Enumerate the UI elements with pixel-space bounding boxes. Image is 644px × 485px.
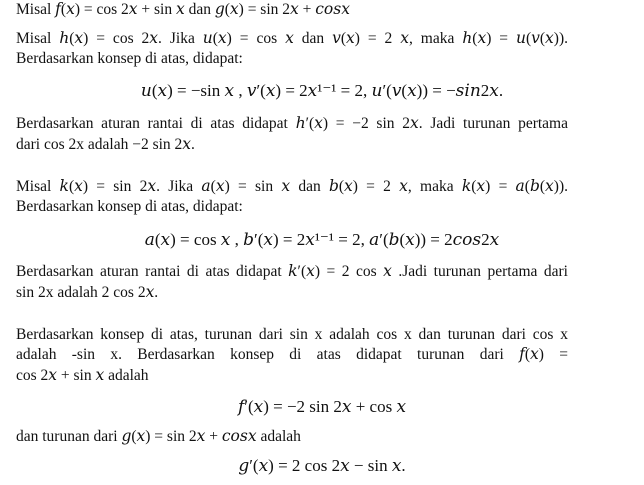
- text-line-konsep-2: Berdasarkan konsep di atas, didapat:: [16, 198, 243, 215]
- text-line-misal-k: Misal 𝑘(𝑥) = sin 2𝑥. Jika 𝑎(𝑥) = sin 𝑥 dan 𝑏(𝑥) = 2 𝑥, maka 𝑘(𝑥) = 𝑎(𝑏(𝑥)).: [16, 178, 568, 195]
- equation-f-prime: 𝑓′(𝑥) = −2 sin 2𝑥 + cos 𝑥: [237, 397, 407, 416]
- equation-derivatives-a-b: 𝑎(𝑥) = cos 𝑥 , 𝑏′(𝑥) = 2𝑥¹⁻¹ = 2, 𝑎′(𝑏(𝑥)) = 2𝑐𝑜𝑠2𝑥: [144, 230, 500, 249]
- equation-g-prime: 𝑔′(𝑥) = 2 cos 2𝑥 − sin 𝑥.: [238, 456, 406, 475]
- text-line-adalah-sin: adalah -sin x. Berdasarkan konsep di atas didapat turunan dari 𝑓(𝑥) =: [16, 346, 568, 363]
- text-line-rantai-k: Berdasarkan aturan rantai di atas didapat 𝑘′(𝑥) = 2 cos 𝑥 .Jadi turunan pertama dari: [16, 263, 568, 280]
- text-line-rantai-h: Berdasarkan aturan rantai di atas didapat ℎ′(𝑥) = −2 sin 2𝑥. Jadi turunan pertama: [16, 115, 568, 132]
- text-line-f-expression: cos 2𝑥 + sin 𝑥 adalah: [16, 367, 149, 384]
- text-line-turunan-g: dan turunan dari 𝑔(𝑥) = sin 2𝑥 + 𝑐𝑜𝑠𝑥 adalah: [16, 428, 301, 445]
- text-line-konsep-summary: Berdasarkan konsep di atas, turunan dari sin x adalah cos x dan turunan dari cos x: [16, 326, 568, 343]
- text-line-misal-h: Misal ℎ(𝑥) = cos 2𝑥. Jika 𝑢(𝑥) = cos 𝑥 dan 𝑣(𝑥) = 2 𝑥, maka ℎ(𝑥) = 𝑢(𝑣(𝑥)).: [16, 30, 568, 47]
- text-line-turunan-cos: dari cos 2x adalah −2 sin 2𝑥.: [16, 136, 195, 153]
- equation-derivatives-u-v: 𝑢(𝑥) = −sin 𝑥 , 𝑣′(𝑥) = 2𝑥¹⁻¹ = 2, 𝑢′(𝑣(𝑥)) = −𝑠𝑖𝑛2𝑥.: [140, 81, 504, 100]
- text-line-misal-f-g: Misal 𝑓(𝑥) = cos 2𝑥 + sin 𝑥 dan 𝑔(𝑥) = sin 2𝑥 + 𝑐𝑜𝑠𝑥: [16, 1, 350, 18]
- text-line-turunan-sin: sin 2x adalah 2 cos 2𝑥.: [16, 284, 159, 301]
- text-line-konsep-1: Berdasarkan konsep di atas, didapat:: [16, 50, 243, 67]
